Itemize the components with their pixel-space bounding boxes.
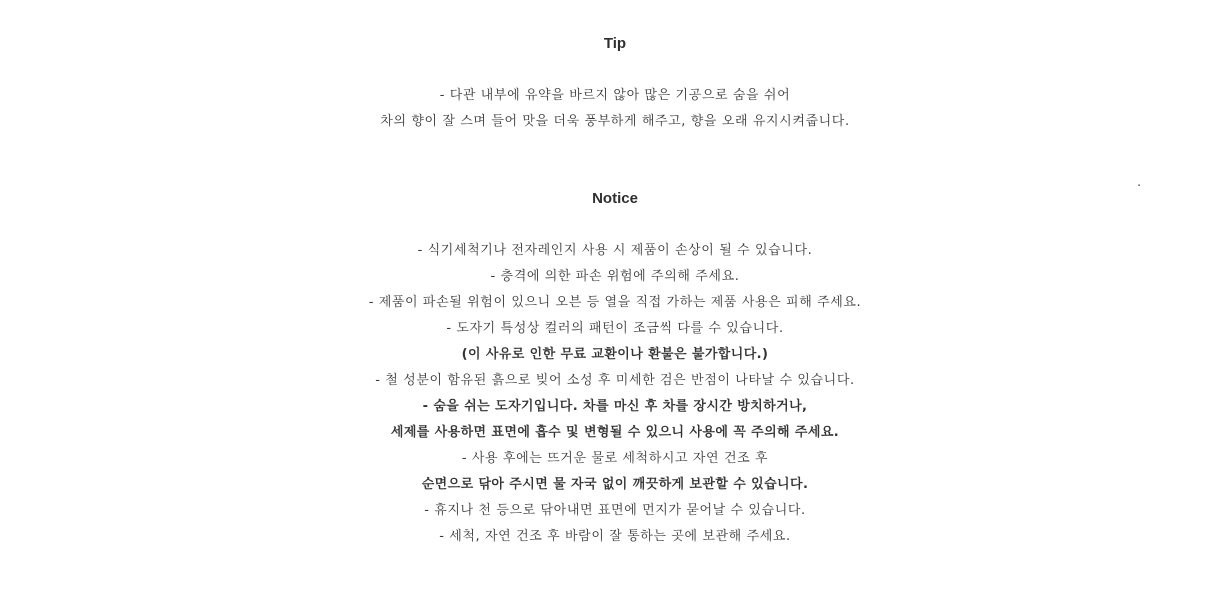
tip-section (0, 33, 1230, 135)
notice-line: - 식기세척기나 전자레인지 사용 시 제품이 손상이 될 수 있습니다. (417, 243, 813, 258)
notice-line: - 사용 후에는 뜨거운 물로 세척하시고 자연 건조 후 (461, 451, 769, 466)
notice-lines (0, 238, 1230, 550)
tip-line: 차의 향이 잘 스며 들어 맛을 더욱 풍부하게 해주고, 향을 오래 유지시켜줍니다. (380, 114, 850, 129)
notice-line-emphasis: 세제를 사용하면 표면에 흡수 및 변형될 수 있으니 사용에 꼭 주의해 주세요. (390, 425, 840, 440)
notice-line: - 철 성분이 함유된 흙으로 빚어 소성 후 미세한 검은 반점이 나타날 수 있습니다. (375, 373, 855, 388)
tip-line: - 다관 내부에 유약을 바르지 않아 많은 기공으로 숨을 쉬어 (439, 88, 791, 103)
tip-lines (0, 83, 1230, 135)
notice-line-emphasis: (이 사유로 인한 무료 교환이나 환불은 불가합니다.) (461, 347, 769, 362)
tip-heading: Tip (603, 35, 627, 52)
notice-line: - 제품이 파손될 위험이 있으니 오븐 등 열을 직접 가하는 제품 사용은 피해 주세요. (368, 295, 862, 310)
notice-section (0, 188, 1230, 550)
notice-line: - 도자기 특성상 컬러의 패턴이 조금씩 다를 수 있습니다. (446, 321, 784, 336)
notice-line-emphasis: 순면으로 닦아 주시면 물 자국 없이 깨끗하게 보관할 수 있습니다. (421, 477, 809, 492)
stray-dot: . (1137, 175, 1142, 190)
notice-line: - 충격에 의한 파손 위험에 주의해 주세요. (490, 269, 740, 284)
notice-line-emphasis: - 숨을 쉬는 도자기입니다. 차를 마신 후 차를 장시간 방치하거나, (422, 399, 808, 414)
notice-line: - 휴지나 천 등으로 닦아내면 표면에 먼지가 묻어날 수 있습니다. (424, 503, 806, 518)
notice-heading: Notice (592, 190, 638, 207)
notice-line: - 세척, 자연 건조 후 바람이 잘 통하는 곳에 보관해 주세요. (439, 529, 791, 544)
